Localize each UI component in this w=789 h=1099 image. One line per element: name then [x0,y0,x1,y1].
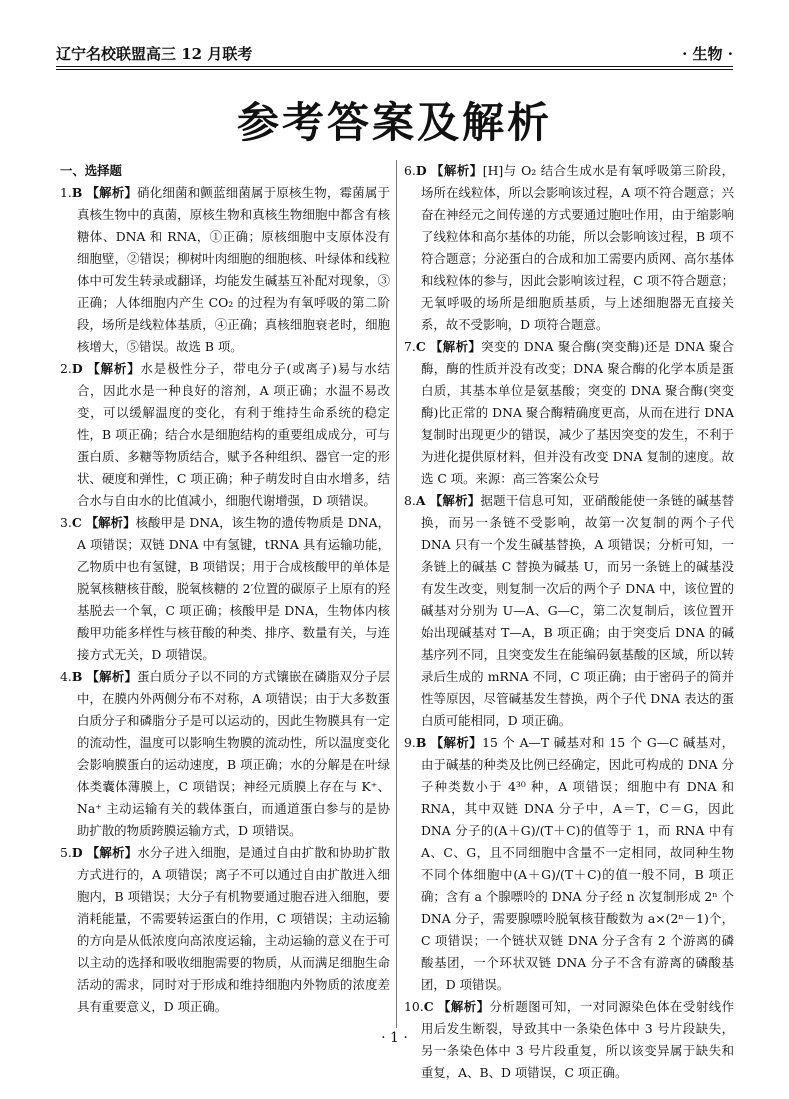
right-column [404,160,734,1084]
answer-text: 15 个 A—T 碱基对和 15 个 G—C 碱基对，由于碱基的种类及比例已经确定，因此可构成的 DNA 分子种类数小于 4³⁰ 种，A 项错误；细胞中有 DNA 和 RNA，其中双链 DNA 分子中，A＝T，C＝G，因此 DNA 分子的(A＋G)/(T＋C)的值等于 1，而 RNA 中有 A、C、G，且不同细胞中含量不一定相同，故同种生物不同个体细胞中(A＋G)/(T＋C)的值一般不同，B 项正确；含有 a 个腺嘌呤的 DNA 分子经 n 次复制形成 2ⁿ 个 DNA 分子，需要腺嘌呤脱氧核苷酸数为 a×(2ⁿ－1)个，C 项错误；一个链状双链 DNA 分子含有 2 个游离的磷酸基团，一个环状双链 DNA 分子不含有游离的磷酸基团，D 项错误。 [421,735,734,992]
page-header [56,40,733,64]
subject-label: · 生物 · [682,45,733,63]
page-number: · 1 · [381,1030,408,1046]
answer-text: 据题干信息可知，亚硝酸能使一条链的碱基替换，而另一条链不受影响，故第一次复制的两个子代 DNA 只有一个发生碱基替换，A 项错误；分析可知，一条链上的碱基 C 替换为碱基 U，而另一条链上的碱基没有发生改变，则复制一次后的两个子 DNA 中，该位置的碱基对分别为 U—A、G—C，第二次复制后，该位置开始出现碱基对 T—A，B 项正确；由于突变后 DNA 的碱基序列不同，且突变发生在能编码氨基酸的区域，所以转录后生成的 mRNA 不同，C 项正确；由于密码子的简并性等原因，尽管碱基发生替换，两个子代 DNA 表达的蛋白质可能相同，D 项正确。 [421,493,734,728]
header-rule-top [56,66,733,67]
answer-item-8: 8.A 【解析】据题干信息可知，亚硝酸能使一条链的碱基替换，而另一条链不受影响，故第一次复制的两个子代 DNA 只有一个发生碱基替换，A 项错误；分析可知，一条链上的碱基 C 替换为碱基 U，而另一条链上的碱基没有发生改变，则复制一次后的两个子 DNA 中，该位置的碱基对分别为 U—A、G—C，第二次复制后，该位置开始出现碱基对 T—A，B 项正确；由于突变后 DNA 的碱基序列不同，且突变发生在能编码氨基酸的区域，所以转录后生成的 mRNA 不同，C 项正确；由于密码子的简并性等原因，尽管碱基发生替换，两个子代 DNA 表达的蛋白质可能相同，D 项正确。 [404,493,734,728]
answer-letter: D [415,163,427,178]
analysis-tag: 【解析】 [431,163,483,178]
analysis-tag: 【解析】 [86,669,138,684]
header-rule-bottom [56,69,733,70]
answer-item-9: 9.B 【解析】15 个 A—T 碱基对和 15 个 G—C 碱基对，由于碱基的种类及比例已经确定，因此可构成的 DNA 分子种类数小于 4³⁰ 种，A 项错误；细胞中有 DNA 和 RNA，其中双链 DNA 分子中，A＝T，C＝G，因此 DNA 分子的(A＋G)/(T＋C)的值等于 1，而 RNA 中有 A、C、G，且不同细胞中含量不一定相同，故同种生物不同个体细胞中(A＋G)/(T＋C)的值一般不同，B 项正确；含有 a 个腺嘌呤的 DNA 分子经 n 次复制形成 2ⁿ 个 DNA 分子，需要腺嘌呤脱氧核苷酸数为 a×(2ⁿ－1)个，C 项错误；一个链状双链 DNA 分子含有 2 个游离的磷酸基团，一个环状双链 DNA 分子不含有游离的磷酸基团，D 项错误。 [404,735,734,992]
answer-text: 水分子进入细胞，是通过自由扩散和协助扩散方式进行的，A 项错误；离子不可以通过自由扩散进入细胞内，B 项错误；大分子有机物要通过胞吞进入细胞，要消耗能量，不需要转运蛋白的作用，C 项错误；主动运输的方向是从低浓度向高浓度运输，主动运输的意义在于可以主动的选择和吸收细胞需要的物质，从而满足细胞生命活动的需求，同时对于形成和维持细胞内外物质的浓度差具有重要意义，D 项正确。 [77,845,390,1014]
analysis-tag: 【解析】 [430,735,483,750]
answer-letter: D [71,361,83,376]
column-divider [396,160,397,1028]
answer-item-10: 10.C 【解析】分析题图可知，一对同源染色体在受射线作用后发生断裂，导致其中一条染色体中 3 号片段缺失，另一条染色体中 3 号片段重复，所以该变异属于缺失和重复，A、B、D 项错误，C 项正确。 [404,999,734,1080]
answer-text: 分析题图可知，一对同源染色体在受射线作用后发生断裂，导致其中一条染色体中 3 号片段缺失，另一条染色体中 3 号片段重复，所以该变异属于缺失和重复，A、B、D 项错误，C 项正确。 [421,999,734,1080]
analysis-tag: 【解析】 [86,185,138,200]
exam-title: 辽宁名校联盟高三 12 月联考 [56,45,253,63]
analysis-tag: 【解析】 [438,999,490,1014]
answer-item-6: 6.D 【解析】[H]与 O₂ 结合生成水是有氧呼吸第三阶段，场所在线粒体，所以会影响该过程，A 项不符合题意；兴奋在神经元之间传递的方式要通过胞吐作用，由于缩影响了线粒体和高尔基体的功能，所以会影响该过程，B 项不符合题意；分泌蛋白的合成和加工需要内质网、高尔基体和线粒体的参与，因此会影响该过程，C 项不符合题意；无氧呼吸的场所是细胞质基质，与上述细胞器无直接关系，故不受影响，D 项符合题意。 [404,163,734,332]
answer-text: 核酸甲是 DNA，该生物的遗传物质是 DNA，A 项错误；双链 DNA 中有氢键，tRNA 具有运输功能，乙物质中也有氢键，B 项错误；用于合成核酸甲的单体是脱氧核糖核苷酸，脱氧核糖的 2′位置的碳原子上原有的羟基脱去一个氧，C 项正确；核酸甲是 DNA，生物体内核酸甲功能多样性与核苷酸的种类、排序、数量有关，与连接方式无关，D 项错误。 [77,515,390,662]
answer-letter: B [71,669,83,684]
answer-item-2: 2.D 【解析】水是极性分子，带电分子(或离子)易与水结合，因此水是一种良好的溶剂，A 项正确；水温不易改变，可以缓解温度的变化，有利于维持生命系统的稳定性，B 项正确；结合水是细胞结构的重要组成成分，可与蛋白质、多糖等物质结合，赋予各种组织、器官一定的形状、硬度和弹性，C 项正确；种子萌发时自由水增多，结合水与自由水的比值减小，细胞代谢增强，D 项错误。 [60,361,391,508]
answer-letter: B [415,735,427,750]
answer-letter: A [415,493,426,508]
analysis-tag: 【解析】 [86,845,138,860]
answer-text: 突变的 DNA 聚合酶(突变酶)还是 DNA 聚合酶，酶的性质并没有改变；DNA 聚合酶的化学本质是蛋白质，其基本单位是氨基酸；突变的 DNA 聚合酶(突变酶)比正常的 DNA 聚合酶精确度更高，从而在进行 DNA 复制时出现更少的错误，减少了基因突变的发生，不利于为进化提供原材料，但并没有改变 DNA 复制的速度。故选 C 项。来源：高三答案公众号 [421,339,734,486]
answer-text: 蛋白质分子以不同的方式镶嵌在磷脂双分子层中，在膜内外两侧分布不对称，A 项错误；由于大多数蛋白质分子和磷脂分子是可以运动的，因此生物膜具有一定的流动性，温度可以影响生物膜的流动性，所以温度变化会影响膜蛋白的运动速度，B 项正确；水的分解是在叶绿体类囊体薄膜上，C 项错误；神经元质膜上存在与 K⁺、Na⁺ 主动运输有关的载体蛋白，而通道蛋白参与的是协助扩散的物质跨膜运输方式，D 项错误。 [77,669,391,838]
answer-text: [H]与 O₂ 结合生成水是有氧呼吸第三阶段，场所在线粒体，所以会影响该过程，A 项不符合题意；兴奋在神经元之间传递的方式要通过胞吐作用，由于缩影响了线粒体和高尔基体的功能，所以会影响该过程，B 项不符合题意；分泌蛋白的合成和加工需要内质网、高尔基体和线粒体的参与，因此会影响该过程，C 项不符合题意；无氧呼吸的场所是细胞质基质，与上述细胞器无直接关系，故不受影响，D 项符合题意。 [421,163,734,332]
analysis-tag: 【解析】 [87,361,141,376]
answer-item-5: 5.D 【解析】水分子进入细胞，是通过自由扩散和协助扩散方式进行的，A 项错误；离子不可以通过自由扩散进入细胞内，B 项错误；大分子有机物要通过胞吞进入细胞，要消耗能量，不需要转运蛋白的作用，C 项错误；主动运输的方向是从低浓度向高浓度运输，主动运输的意义在于可以主动的选择和吸收细胞需要的物质，从而满足细胞生命活动的需求，同时对于形成和维持细胞内外物质的浓度差具有重要意义，D 项正确。 [60,845,390,1014]
left-column [60,160,390,1018]
section-heading: 一、选择题 [60,163,122,178]
answer-letter: C [71,515,82,530]
answer-text: 水是极性分子，带电分子(或离子)易与水结合，因此水是一种良好的溶剂，A 项正确；水温不易改变，可以缓解温度的变化，有利于维持生命系统的稳定性，B 项正确；结合水是细胞结构的重要组成成分，可与蛋白质、多糖等物质结合，赋予各种组织、器官一定的形状、硬度和弹性，C 项正确；种子萌发时自由水增多，结合水与自由水的比值减小，细胞代谢增强，D 项错误。 [77,361,391,508]
analysis-tag: 【解析】 [429,493,481,508]
answer-letter: B [71,185,83,200]
answer-letter: C [423,999,434,1014]
answer-item-3: 3.C 【解析】核酸甲是 DNA，该生物的遗传物质是 DNA，A 项错误；双链 DNA 中有氢键，tRNA 具有运输功能，乙物质中也有氢键，B 项错误；用于合成核酸甲的单体是脱氧核糖核苷酸，脱氧核糖的 2′位置的碳原子上原有的羟基脱去一个氧，C 项正确；核酸甲是 DNA，生物体内核酸甲功能多样性与核苷酸的种类、排序、数量有关，与连接方式无关，D 项错误。 [60,515,390,662]
answer-letter: C [415,339,426,354]
answer-item-1: 1.B 【解析】硝化细菌和颤蓝细菌属于原核生物，霉菌属于真核生物中的真菌，原核生物和真核生物细胞中都含有核糖体、DNA 和 RNA，①正确；原核细胞中支原体没有细胞壁，②错误；柳树叶肉细胞的细胞核、叶绿体和线粒体中可发生转录或翻译，均能发生碱基互补配对现象，③正确；人体细胞内产生 CO₂ 的过程为有氧呼吸的第二阶段，场所是线粒体基质，④正确；真核细胞衰老时，细胞核增大，⑤错误。故选 B 项。 [60,185,391,354]
answer-letter: D [71,845,83,860]
page-title: 参考答案及解析 [236,98,552,147]
answer-text: 硝化细菌和颤蓝细菌属于原核生物，霉菌属于真核生物中的真菌，原核生物和真核生物细胞中都含有核糖体、DNA 和 RNA，①正确；原核细胞中支原体没有细胞壁，②错误；柳树叶肉细胞的细胞核、叶绿体和线粒体中可发生转录或翻译，均能发生碱基互补配对现象，③正确；人体细胞内产生 CO₂ 的过程为有氧呼吸的第二阶段，场所是线粒体基质，④正确；真核细胞衰老时，细胞核增大，⑤错误。故选 B 项。 [77,185,391,354]
answer-item-4: 4.B 【解析】蛋白质分子以不同的方式镶嵌在磷脂双分子层中，在膜内外两侧分布不对称，A 项错误；由于大多数蛋白质分子和磷脂分子是可以运动的，因此生物膜具有一定的流动性，温度可以影响生物膜的流动性，所以温度变化会影响膜蛋白的运动速度，B 项正确；水的分解是在叶绿体类囊体薄膜上，C 项错误；神经元质膜上存在与 K⁺、Na⁺ 主动运输有关的载体蛋白，而通道蛋白参与的是协助扩散的物质跨膜运输方式，D 项错误。 [60,669,391,838]
analysis-tag: 【解析】 [85,515,136,530]
answer-item-7: 7.C 【解析】突变的 DNA 聚合酶(突变酶)还是 DNA 聚合酶，酶的性质并没有改变；DNA 聚合酶的化学本质是蛋白质，其基本单位是氨基酸；突变的 DNA 聚合酶(突变酶)比正常的 DNA 聚合酶精确度更高，从而在进行 DNA 复制时出现更少的错误，减少了基因突变的发生，不利于为进化提供原材料，但并没有改变 DNA 复制的速度。故选 C 项。来源：高三答案公众号 [404,339,734,486]
analysis-tag: 【解析】 [430,339,482,354]
